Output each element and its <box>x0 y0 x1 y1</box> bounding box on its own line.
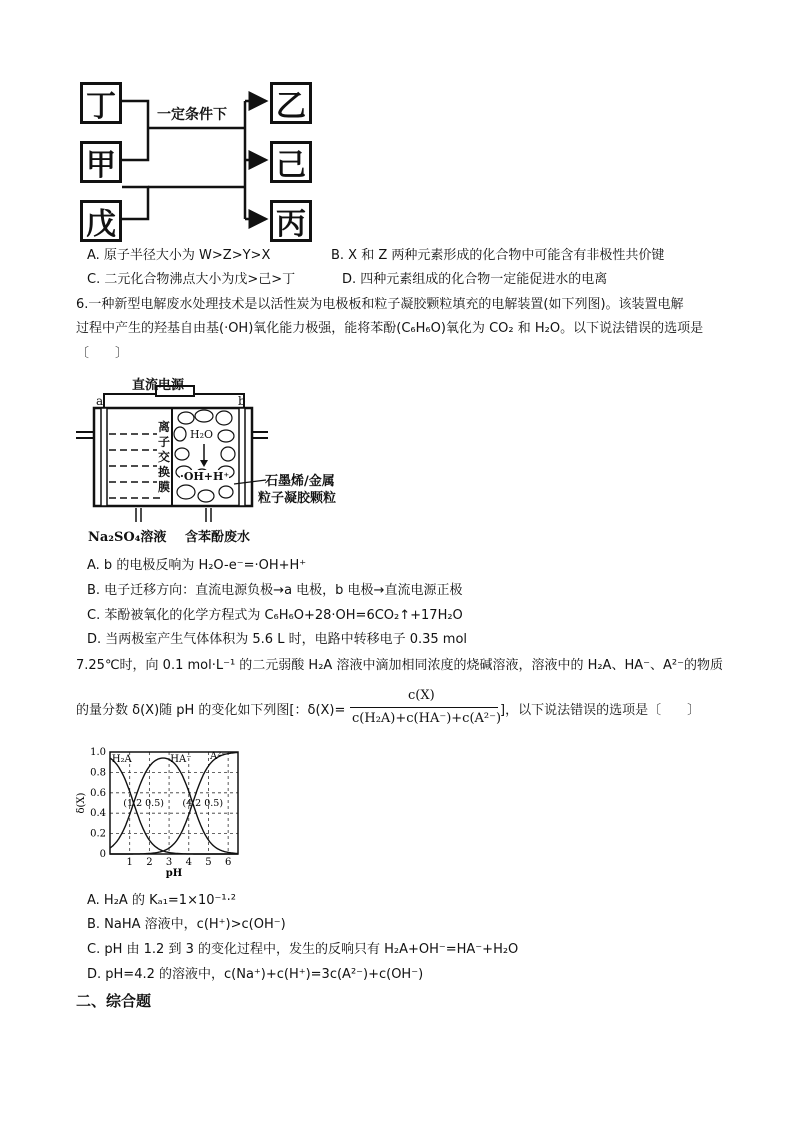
series-label: A²⁻ <box>210 751 227 763</box>
box-bing: 丙 <box>270 200 312 242</box>
fraction-bar <box>350 707 498 708</box>
membrane-char: 换 <box>157 465 170 479</box>
fraction-denominator: c(H₂A)+c(HA⁻)+c(A²⁻) <box>352 711 502 726</box>
q7-option-b: B. NaHA 溶液中，c(H⁺)>c(OH⁻) <box>87 917 286 932</box>
fraction-numerator: c(X) <box>408 688 435 703</box>
y-tick-label: 1.0 <box>90 747 106 758</box>
y-tick-label: 0.4 <box>90 808 106 820</box>
box-ji: 己 <box>270 141 312 183</box>
power-label: 直流电源 <box>132 378 185 393</box>
q6-option-c: C. 苯酚被氧化的化学方程式为 C₆H₆O+28·OH=6CO₂↑+17H₂O <box>87 608 463 623</box>
series-label: H₂A <box>111 754 132 766</box>
membrane-label <box>157 420 171 495</box>
q6-stem-line1: 6.一种新型电解废水处理技术是以活性炭为电极板和粒子凝胶颗粒填充的电解装置(如下列图)。该装置电解 <box>76 297 684 312</box>
y-tick-label: 0.6 <box>90 787 106 799</box>
box-ding: 丁 <box>80 82 122 124</box>
box-yi: 乙 <box>270 82 312 124</box>
x-tick-label: 2 <box>146 857 153 868</box>
series-label: HA⁻ <box>170 754 192 766</box>
q6-option-b: B. 电子迁移方向：直流电源负极→a 电极，b 电极→直流电源正极 <box>87 583 463 598</box>
box-jia: 甲 <box>80 141 122 183</box>
y-tick-label: 0 <box>99 849 106 860</box>
membrane-char: 膜 <box>157 480 170 494</box>
h2o-label: H₂O <box>190 428 214 441</box>
y-tick-label: 0.2 <box>90 828 106 840</box>
reaction-arrows <box>0 0 330 250</box>
q7-stem-line2-prefix: 的量分数 δ(X)随 pH 的变化如下列图[：δ(X)= <box>76 703 346 718</box>
y-axis-label: δ(X) <box>76 792 87 814</box>
terminal-a: a <box>96 394 104 408</box>
q7-option-a: A. H₂A 的 Kₐ₁=1×10⁻¹·² <box>87 893 236 908</box>
q5-option-d: D. 四种元素组成的化合物一定能促进水的电离 <box>342 272 608 287</box>
section-heading: 二、综合题 <box>76 992 152 1010</box>
x-axis-label: pH <box>165 868 183 878</box>
q5-option-b: B. X 和 Z 两种元素形成的化合物中可能含有非极性共价键 <box>331 248 665 263</box>
q5-option-c: C. 二元化合物沸点大小为戊>己>丁 <box>87 272 296 287</box>
radical-label: ·OH+H⁺ <box>180 470 230 483</box>
membrane-char: 交 <box>157 450 170 464</box>
q7-option-d: D. pH=4.2 的溶液中，c(Na⁺)+c(H⁺)=3c(A²⁻)+c(OH⁻) <box>87 967 424 982</box>
x-tick-label: 5 <box>205 857 212 868</box>
box-wu: 戊 <box>80 200 122 242</box>
distribution-chart <box>72 740 252 878</box>
membrane-char: 子 <box>157 435 170 449</box>
particle-label-2: 粒子凝胶颗粒 <box>258 491 337 506</box>
terminal-b: b <box>238 394 246 408</box>
q6-answer-bracket: 〔 〕 <box>76 346 129 361</box>
membrane-char: 离 <box>157 420 170 434</box>
y-tick-label: 0.8 <box>90 767 106 779</box>
phenol-wastewater-label: 含苯酚废水 <box>185 530 251 545</box>
q7-stem-line2-suffix: ]，以下说法错误的选项是〔 〕 <box>500 703 701 718</box>
q5-option-a: A. 原子半径大小为 W>Z>Y>X <box>87 248 271 263</box>
na2so4-label: Na₂SO₄溶液 <box>88 530 167 545</box>
x-tick-label: 1 <box>126 857 133 868</box>
condition-label: 一定条件下 <box>155 104 229 124</box>
particle-label-1: 石墨烯/金属 <box>265 474 335 489</box>
q7-option-c: C. pH 由 1.2 到 3 的变化过程中，发生的反响只有 H₂A+OH⁻=HA⁻+H₂O <box>87 942 519 957</box>
q6-option-a: A. b 的电极反响为 H₂O-e⁻=·OH+H⁺ <box>87 558 307 573</box>
x-tick-label: 3 <box>165 857 173 868</box>
crossing-annotation: (1.2 0.5) <box>123 798 164 809</box>
q6-option-d: D. 当两极室产生气体体积为 5.6 L 时，电路中转移电子 0.35 mol <box>87 632 468 647</box>
x-tick-label: 6 <box>224 857 232 868</box>
q6-stem-line2: 过程中产生的羟基自由基(·OH)氧化能力极强，能将苯酚(C₆H₆O)氧化为 CO₂ 和 H₂O。以下说法错误的选项是 <box>76 321 704 336</box>
crossing-annotation: (4.2 0.5) <box>182 798 224 809</box>
q7-stem-line1: 7.25℃时，向 0.1 mol·L⁻¹ 的二元弱酸 H₂A 溶液中滴加相同浓度的烧碱溶液，溶液中的 H₂A、HA⁻、A²⁻的物质 <box>76 658 723 673</box>
x-tick-label: 4 <box>185 857 192 868</box>
